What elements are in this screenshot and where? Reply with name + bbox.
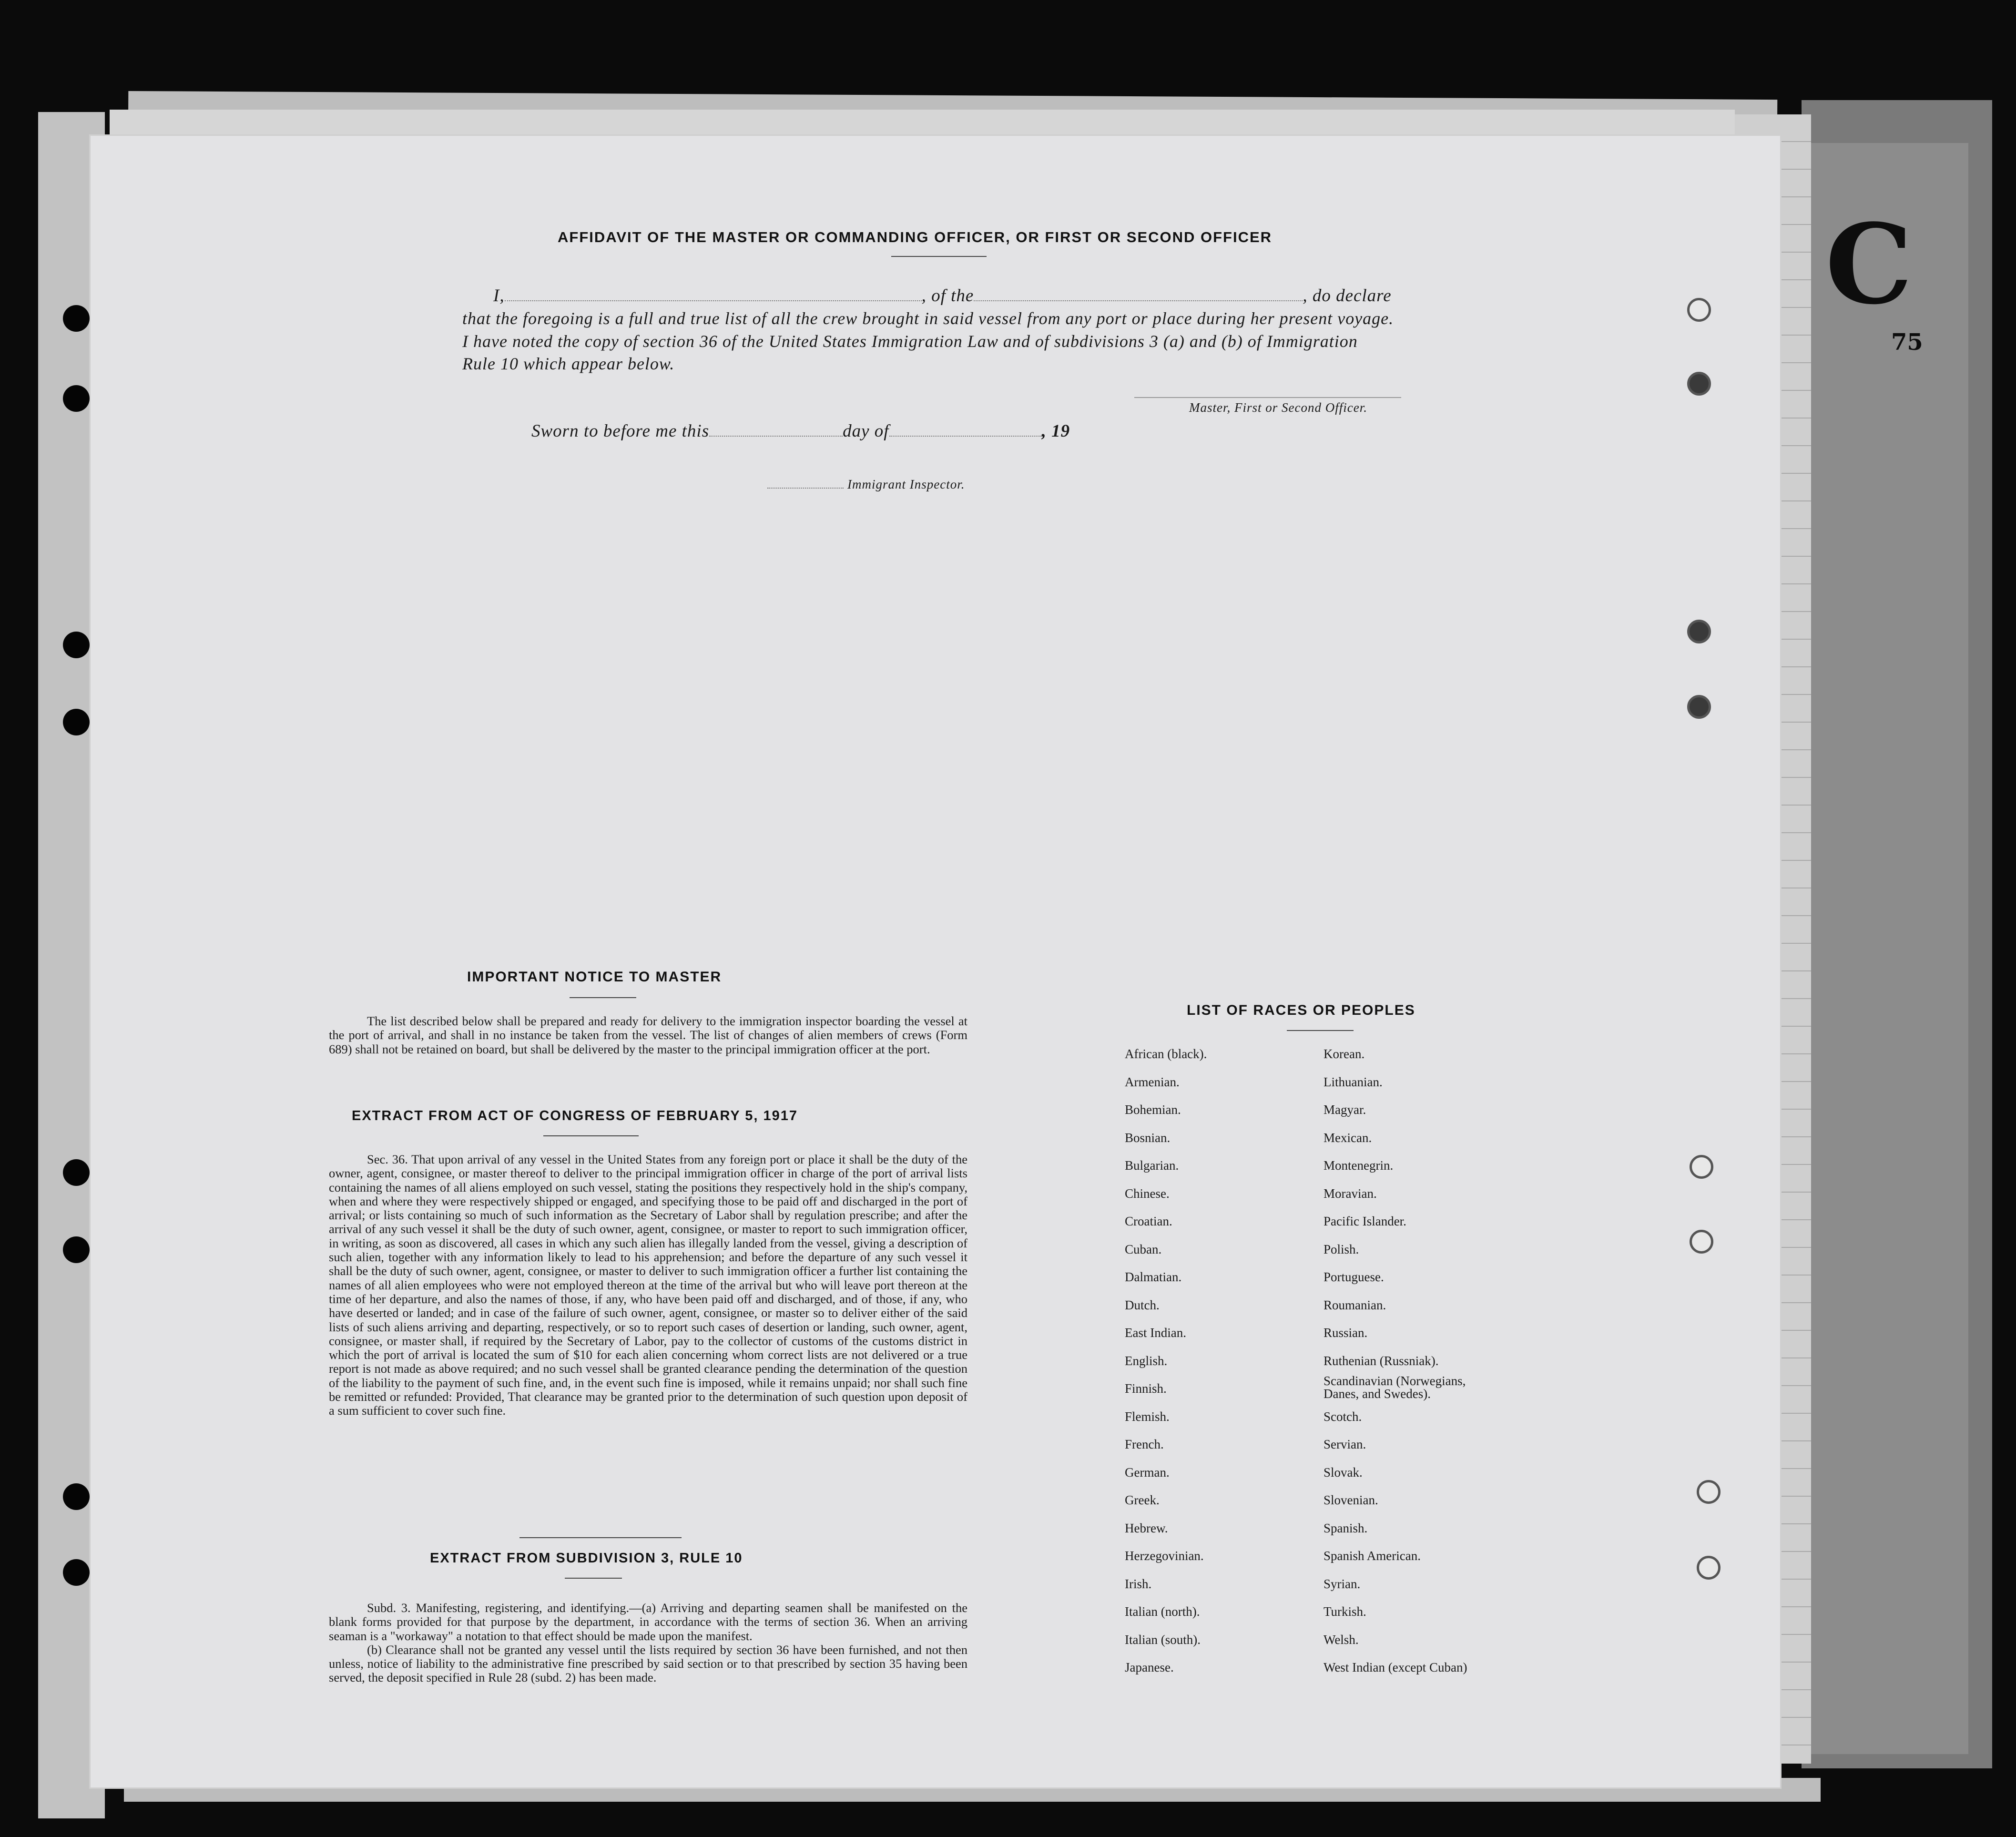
race-item: Bosnian.	[1125, 1130, 1171, 1145]
races-column-1	[1125, 1040, 1207, 1682]
year-label: , 19	[1041, 421, 1070, 441]
document-page	[91, 136, 1780, 1787]
race-item: African (black).	[1125, 1047, 1207, 1061]
race-item: Magyar.	[1324, 1102, 1366, 1117]
extract-act-rule	[543, 1135, 639, 1136]
binder-hole	[63, 1236, 90, 1263]
race-item: French.	[1125, 1437, 1164, 1451]
declare-label: , do declare	[1303, 286, 1392, 306]
vessel-blank[interactable]	[974, 300, 1303, 301]
race-item: Syrian.	[1324, 1576, 1361, 1591]
race-item: English.	[1125, 1353, 1168, 1368]
punch-ring	[1690, 1155, 1713, 1179]
master-sig-label: Master, First or Second Officer.	[1189, 400, 1367, 415]
sworn-day-blank[interactable]	[709, 436, 843, 437]
punch-ring	[1687, 620, 1711, 643]
races-column-2	[1324, 1040, 1495, 1682]
notice-text	[329, 1014, 967, 1056]
sworn-line	[531, 421, 1070, 441]
binder-hole	[63, 1483, 90, 1510]
race-item: Finnish.	[1125, 1381, 1167, 1396]
tab-number: 75	[1891, 329, 1923, 356]
race-item: Montenegrin.	[1324, 1158, 1394, 1173]
race-item: Bulgarian.	[1125, 1158, 1179, 1173]
index-tab-inner	[1811, 143, 1968, 1754]
race-item: Ruthenian (Russniak).	[1324, 1353, 1439, 1368]
affidavit-line-4: Rule 10 which appear below.	[462, 354, 675, 373]
affidavit-line-3: I have noted the copy of section 36 of the United States Immigration Law and of subdivisions 3 (a) and (b) of Immigration	[462, 332, 1358, 351]
title-rule	[891, 256, 987, 257]
race-item: West Indian (except Cuban)	[1324, 1660, 1467, 1674]
inspector-sig-line[interactable]	[767, 488, 844, 489]
race-item: Irish.	[1125, 1576, 1152, 1591]
race-item: Pacific Islander.	[1324, 1214, 1406, 1228]
race-item: Russian.	[1324, 1326, 1368, 1340]
race-item: Slovenian.	[1324, 1493, 1378, 1507]
race-item: Dalmatian.	[1125, 1270, 1182, 1284]
race-item: Herzegovinian.	[1125, 1549, 1204, 1563]
race-item: Polish.	[1324, 1242, 1359, 1256]
race-item: Italian (north).	[1125, 1604, 1200, 1619]
race-item: Mexican.	[1324, 1130, 1372, 1145]
race-item: Hebrew.	[1125, 1521, 1168, 1535]
punch-ring	[1697, 1480, 1721, 1504]
race-item: Korean.	[1324, 1047, 1365, 1061]
binder-hole	[63, 1559, 90, 1586]
i-label: I,	[493, 286, 505, 306]
race-item: Moravian.	[1324, 1186, 1377, 1201]
race-item: Cuban.	[1125, 1242, 1162, 1256]
race-item: Slovak.	[1324, 1465, 1363, 1480]
of-the-label: , of the	[921, 286, 974, 306]
extract-rule-text	[329, 1601, 967, 1685]
race-item: Scandinavian (Norwegians, Danes, and Swedes).	[1324, 1374, 1466, 1401]
affidavit-line-2: that the foregoing is a full and true list of all the crew brought in said vessel from any port or place during her present voyage.	[462, 309, 1394, 328]
race-item: Dutch.	[1125, 1297, 1160, 1312]
rule-subd-a: Subd. 3. Manifesting, registering, and identifying.—(a) Arriving and departing seamen shall be manifested on the blank forms provided for that purpose by the department, in accordance with the terms of section 36. When an arriving seaman is a "workaway" a notation to that effect should be made upon the manifest.	[329, 1601, 967, 1643]
races-title: LIST OF RACES OR PEOPLES	[1187, 1002, 1415, 1018]
punch-ring	[1690, 1230, 1713, 1254]
affidavit-title: AFFIDAVIT OF THE MASTER OR COMMANDING OFFICER, OR FIRST OR SECOND OFFICER	[558, 229, 1273, 245]
race-item: Lithuanian.	[1324, 1074, 1383, 1089]
extract-rule-title: EXTRACT FROM SUBDIVISION 3, RULE 10	[430, 1551, 743, 1566]
race-item: Portuguese.	[1324, 1270, 1384, 1284]
inspector-sig-text: Immigrant Inspector.	[847, 477, 965, 491]
race-item: Servian.	[1324, 1437, 1366, 1451]
affidavit-line-1	[493, 286, 1392, 306]
race-item: German.	[1125, 1465, 1170, 1480]
punch-ring	[1687, 695, 1711, 719]
day-of-label: day of	[843, 421, 889, 441]
sworn-month-blank[interactable]	[889, 436, 1042, 437]
master-sig-line[interactable]	[1134, 397, 1401, 398]
race-item: East Indian.	[1125, 1326, 1186, 1340]
race-item: Chinese.	[1125, 1186, 1170, 1201]
race-item: Greek.	[1125, 1493, 1160, 1507]
race-item: Welsh.	[1324, 1632, 1359, 1647]
binder-hole	[63, 305, 90, 332]
race-item: Armenian.	[1125, 1074, 1180, 1089]
binder-hole	[63, 632, 90, 658]
race-item: Italian (south).	[1125, 1632, 1201, 1647]
race-item: Japanese.	[1125, 1660, 1174, 1674]
binder-hole	[63, 709, 90, 735]
extract-act-title: EXTRACT FROM ACT OF CONGRESS OF FEBRUARY 5, 1917	[352, 1108, 798, 1123]
race-item: Flemish.	[1125, 1409, 1170, 1424]
race-item: Bohemian.	[1125, 1102, 1181, 1117]
punch-ring	[1697, 1556, 1721, 1580]
notice-rule	[570, 997, 636, 998]
notice-paragraph: The list described below shall be prepared and ready for delivery to the immigration inspector boarding the vessel at the port of arrival, and shall in no instance be taken from the vessel. The list of changes of alien members of crews (Form 689) shall not be retained on board, but shall be delivered by the master to the principal immigration officer at the port.	[329, 1014, 967, 1056]
race-item: Spanish.	[1324, 1521, 1368, 1535]
races-rule	[1287, 1030, 1354, 1031]
inspector-sig-label	[767, 477, 965, 492]
race-item: Scotch.	[1324, 1409, 1362, 1424]
race-item: Croatian.	[1125, 1214, 1172, 1228]
rule-subd-b: (b) Clearance shall not be granted any vessel until the lists required by section 36 have been furnished, and not then unless, notice of liability to the administrative fine prescribed by said section or to that prescribed by section 35 having been served, the deposit specified in Rule 28 (subd. 2) has been made.	[329, 1642, 967, 1685]
section-divider	[519, 1537, 682, 1538]
extract-act-text	[329, 1153, 967, 1418]
tab-letter: C	[1825, 200, 1913, 329]
punch-ring	[1687, 298, 1711, 322]
extract-rule-rule	[565, 1578, 622, 1579]
binder-hole	[63, 1159, 90, 1186]
race-item: Roumanian.	[1324, 1297, 1386, 1312]
sworn-label: Sworn to before me this	[531, 421, 710, 441]
extract-act-paragraph: Sec. 36. That upon arrival of any vessel in the United States from any foreign port or place it shall be the duty of the owner, agent, consignee, or master thereof to deliver to the principal immigration officer in charge of the port of arrival lists containing the names of all aliens employed on such vessel, stating the positions they respectively hold in the ship's company, when and where they were respectively shipped or engaged, and specifying those to be paid off and discharged in the port of arrival; or lists containing so much of such information as the Secretary of Labor shall by regulation prescribe; and after the arrival of any such vessel it shall be the duty of such owner, agent, consignee, or master to report to such immigration officer, in writing, as soon as discovered, all cases in which any such alien has illegally landed from the vessel, giving a description of such alien, together with any information likely to lead to his apprehension; and before the departure of any such vessel it shall be the duty of such owner, agent, consignee, or master to deliver to such immigration officer a further list containing the names of all alien employees who were not employed thereon at the time of the arrival but who will leave port thereon at the time of her departure, and also the names of those, if any, who have been paid off and discharged, and of those, if any, who have deserted or landed; and in case of the failure of such owner, agent, consignee, or master so to deliver either of the said lists of such aliens arriving and departing, respectively, or so to report such cases of desertion or landing, such owner, agent, consignee, or master shall, if required by the Secretary of Labor, pay to the collector of customs of the customs district in which the port of arrival is located the sum of $10 for each alien concerning whom correct lists are not delivered or a true report is not made as above required; and no such vessel shall be granted clearance pending the determination of the question of the liability to the payment of such fine, and, in the event such fine is imposed, while it remains unpaid; nor shall such fine be remitted or refunded: Provided, That clearance may be granted prior to the determination of such question upon deposit of a sum sufficient to cover such fine.	[329, 1152, 967, 1418]
notice-title: IMPORTANT NOTICE TO MASTER	[467, 969, 722, 985]
name-blank[interactable]	[505, 300, 922, 301]
binder-hole	[63, 385, 90, 412]
race-item: Spanish American.	[1324, 1549, 1421, 1563]
punch-ring	[1687, 372, 1711, 396]
race-item: Turkish.	[1324, 1604, 1366, 1619]
